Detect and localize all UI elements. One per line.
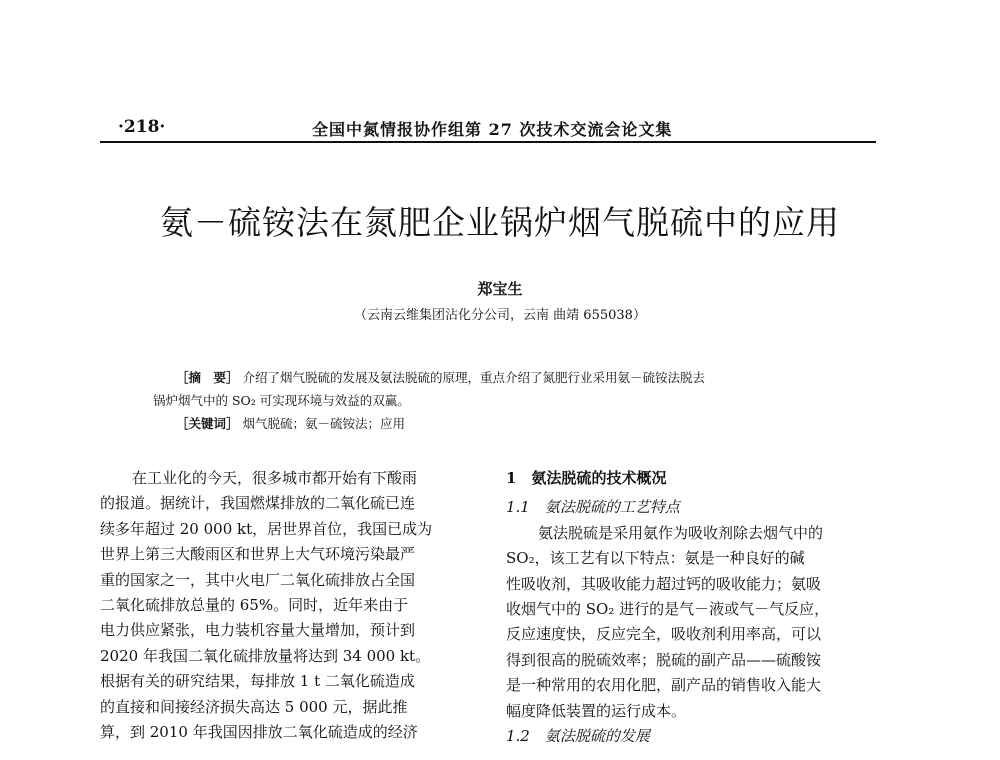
body-line: 电力供应紧张，电力装机容量大量增加，预计到 bbox=[100, 621, 416, 640]
section-heading-1-1: 1.1 氨法脱硫的工艺特点 bbox=[506, 498, 680, 517]
body-line: 世界上第三大酸雨区和世界上大气环境污染最严 bbox=[100, 545, 416, 564]
body-line: 收烟气中的 SO₂ 进行的是气－液或气－气反应， bbox=[506, 600, 830, 619]
abstract-line-1 bbox=[153, 366, 853, 389]
body-line: SO₂，该工艺有以下特点：氨是一种良好的碱 bbox=[506, 549, 805, 568]
header-rule bbox=[100, 141, 876, 143]
keywords-line bbox=[153, 412, 853, 435]
section-heading-1-2: 1.2 氨法脱硫的发展 bbox=[506, 727, 650, 746]
right-column bbox=[506, 466, 882, 749]
section-heading-1: 1 氨法脱硫的技术概况 bbox=[506, 469, 667, 487]
abstract-label: ［摘 要］ bbox=[176, 370, 239, 385]
abstract-block bbox=[153, 366, 853, 435]
body-line: 重的国家之一，其中火电厂二氧化硫排放占全国 bbox=[100, 570, 416, 589]
body-line: 反应速度快，反应完全，吸收剂利用率高，可以 bbox=[506, 625, 822, 644]
keywords-text: 烟气脱硫；氨－硫铵法；应用 bbox=[242, 416, 406, 431]
body-line: 2020 年我国二氧化硫排放量将达到 34 000 kt。 bbox=[100, 646, 431, 665]
body-line: 的直接和间接经济损失高达 5 000 元，据此推 bbox=[100, 697, 408, 716]
body-line: 是一种常用的农用化肥，副产品的销售收入能大 bbox=[506, 676, 822, 695]
body-line: 根据有关的研究结果，每排放 1 t 二氧化硫造成 bbox=[100, 672, 415, 691]
running-header: 全国中氮情报协作组第 27 次技术交流会论文集 bbox=[312, 120, 673, 139]
body-line: 得到很高的脱硫效率；脱硫的副产品——硫酸铵 bbox=[506, 650, 822, 669]
abstract-line-2: 锅炉烟气中的 SO₂ 可实现环境与效益的双赢。 bbox=[153, 393, 410, 408]
body-line: 续多年超过 20 000 kt，居世界首位，我国已成为 bbox=[100, 519, 433, 538]
body-line: 算，到 2010 年我国因排放二氧化硫造成的经济 bbox=[100, 723, 418, 742]
body-line: 二氧化硫排放总量的 65%。同时，近年来由于 bbox=[100, 596, 409, 615]
body-line: 在工业化的今天，很多城市都开始有下酸雨 bbox=[132, 469, 418, 487]
body-line: 性吸收剂，其吸收能力超过钙的吸收能力；氨吸 bbox=[506, 574, 822, 593]
author-name: 郑宝生 bbox=[477, 280, 523, 298]
keywords-label: ［关键词］ bbox=[176, 416, 239, 431]
body-line: 氨法脱硫是采用氨作为吸收剂除去烟气中的 bbox=[538, 523, 824, 542]
left-column bbox=[100, 466, 472, 745]
body-line: 幅度降低装置的运行成本。 bbox=[506, 701, 687, 720]
author-affiliation: （云南云维集团沾化分公司，云南 曲靖 655038） bbox=[354, 308, 646, 323]
abstract-text-1: 介绍了烟气脱硫的发展及氨法脱硫的原理，重点介绍了氮肥行业采用氨－硫铵法脱去 bbox=[242, 370, 706, 385]
page-number: ·218· bbox=[118, 117, 166, 137]
body-line: 的报道。据统计，我国燃煤排放的二氧化硫已连 bbox=[100, 494, 416, 513]
paper-title: 氨－硫铵法在氮肥企业锅炉烟气脱硫中的应用 bbox=[160, 203, 840, 242]
